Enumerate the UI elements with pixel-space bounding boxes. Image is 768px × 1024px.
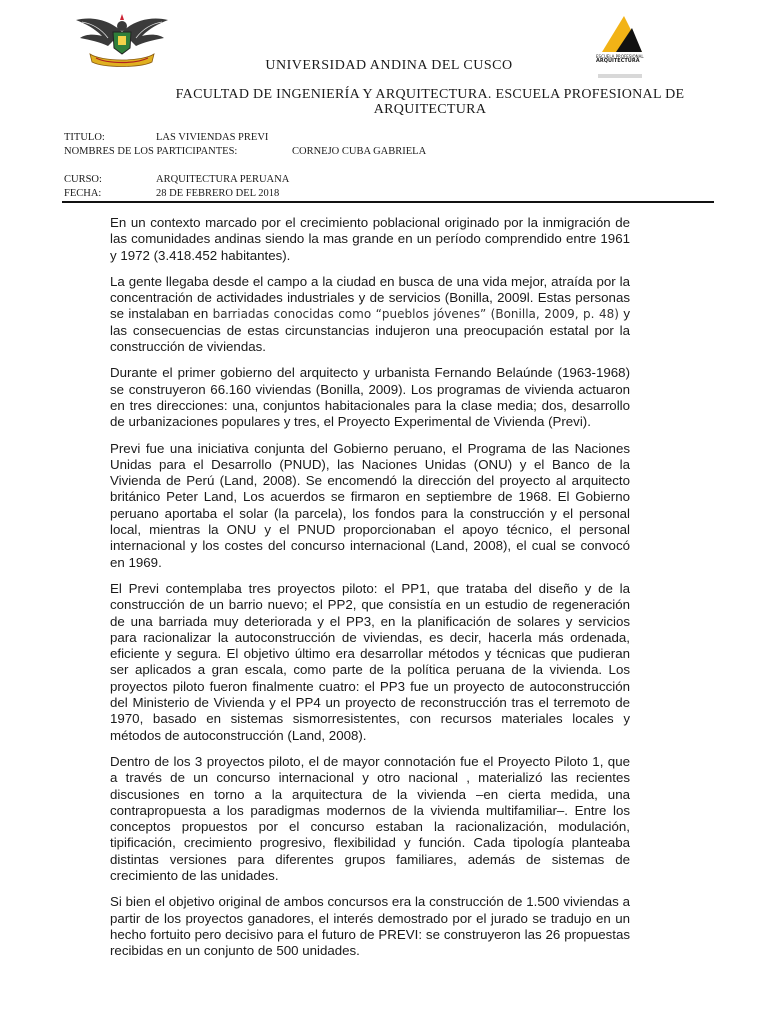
curso-label: CURSO: — [64, 174, 102, 185]
university-title: UNIVERSIDAD ANDINA DEL CUSCO — [265, 58, 513, 73]
participantes-value: CORNEJO CUBA GABRIELA — [292, 146, 427, 157]
titulo-label: TITULO: — [64, 132, 105, 143]
logo-caption-line1: ESCUELA PROFESIONAL — [596, 54, 644, 59]
paragraph-7: Si bien el objetivo original de ambos concursos era la construcción de 1.500 viviendas a partir de los proyectos ganadores, el interés demostrado por el jurado se tradujo en un hecho fortuito pero decisivo para el futuro de PREVI: se construyeron las 26 propuestas recibidas en un conjunto de 500 unidades. — [110, 894, 630, 959]
paragraph-2-citation: barriadas conocidas como “pueblos jóvenes” (Bonilla, 2009, p. 48) — [212, 307, 619, 322]
paragraph-5: El Previ contemplaba tres proyectos piloto: el PP1, que trataba del diseño y de la construcción de un barrio nuevo; el PP2, que consistía en un estudio de regeneración de una barriada muy deteriorada y el PP3, en la planificación de solares y servicios para racionalizar la autoconstrucción de viviendas, es decir, hacerla más ordenada, eficiente y segura. El objetivo último era desarrollar métodos y técnicas que pudieran ser aplicados a gran escala, como parte de la política peruana de la vivienda. Los proyectos piloto fueron finalmente cuatro: el PP3 fue un proyecto de autoconstrucción del Ministerio de Vivienda y el PP4 un proyecto de reconstrucción tras el terremoto de 1970, basado en sistemas sismorresistentes, con recursos materiales locales y métodos de autoconstrucción (Land, 2008). — [110, 580, 630, 743]
fecha-label: FECHA: — [64, 188, 102, 199]
header-divider — [62, 201, 714, 203]
faculty-title — [80, 87, 768, 117]
paragraph-2 — [110, 274, 630, 355]
paragraph-6: Dentro de los 3 proyectos piloto, el de mayor connotación fue el Proyecto Piloto 1, que a través de un concurso internacional y otro nacional , materializó las recientes discusiones en torno a la arquitectura de la vivienda –en cierta medida, una contrapropuesta a los paradigmas modernos de la vivienda multifamiliar–. Entre los conceptos propuestos por el concurso estaban la racionalización, modulación, tipificación, crecimiento progresivo, flexibilidad y función. Cada tipología planteaba distintas versiones para diferentes grupos familiares, además de sistemas de crecimiento de las unidades. — [110, 753, 630, 883]
fecha-value: 28 DE FEBRERO DEL 2018 — [156, 188, 280, 199]
logo-caption-line2: ARQUITECTURA — [596, 58, 640, 64]
paragraph-2-part-a: La gente llegaba desde el campo a la ciudad en busca de una vida mejor, atraída por la concentración de actividades industriales y de servicios (Bonilla, 2009l. Estas personas se instalaban en — [110, 273, 630, 322]
paragraph-2-part-c: y las consecuencias de estas circunstancias indujeron una preocupación estatal por la construcción de viviendas. — [110, 306, 630, 355]
document-body — [110, 215, 630, 969]
titulo-value: LAS VIVIENDAS PREVI — [156, 132, 269, 143]
logo-bar — [598, 74, 642, 78]
curso-value: ARQUITECTURA PERUANA — [156, 174, 290, 185]
paragraph-1: En un contexto marcado por el crecimiento poblacional originado por la inmigración de las comunidades andinas siendo la mas grande en un período comprendido entre 1961 y 1972 (3.418.452 habitantes). — [110, 215, 630, 263]
participantes-label: NOMBRES DE LOS PARTICIPANTES: — [64, 146, 238, 157]
faculty-title-line2: ARQUITECTURA — [373, 102, 487, 117]
faculty-title-line1: FACULTAD DE INGENIERÍA Y ARQUITECTURA. ESCUELA PROFESIONAL DE — [175, 87, 685, 102]
architecture-school-logo-icon — [594, 14, 650, 54]
paragraph-4: Previ fue una iniciativa conjunta del Gobierno peruano, el Programa de las Naciones Unidas para el Desarrollo (PNUD), las Naciones Unidas (ONU) y el Banco de la Vivienda de Perú (Land, 2008). Se encomendó la dirección del proyecto al arquitecto británico Peter Land, Los acuerdos se firmaron en septiembre de 1968. El Gobierno peruano aportaba el solar (la parcela), los fondos para la construcción y el personal local, mientras la ONU y el PNUD proporcionaban el apoyo técnico, el personal internacional y los costes del concurso internacional (Land, 2008), el cual se convocó en 1969. — [110, 440, 630, 570]
paragraph-3: Durante el primer gobierno del arquitecto y urbanista Fernando Belaúnde (1963-1968) se construyeron 66.160 viviendas (Bonilla, 2009). Los programas de vivienda actuaron en tres direcciones: una, conjuntos habitacionales para la clase media; dos, desarrollo de urbanizaciones populares y tres, el Proyecto Experimental de Vivienda (Previ). — [110, 365, 630, 430]
